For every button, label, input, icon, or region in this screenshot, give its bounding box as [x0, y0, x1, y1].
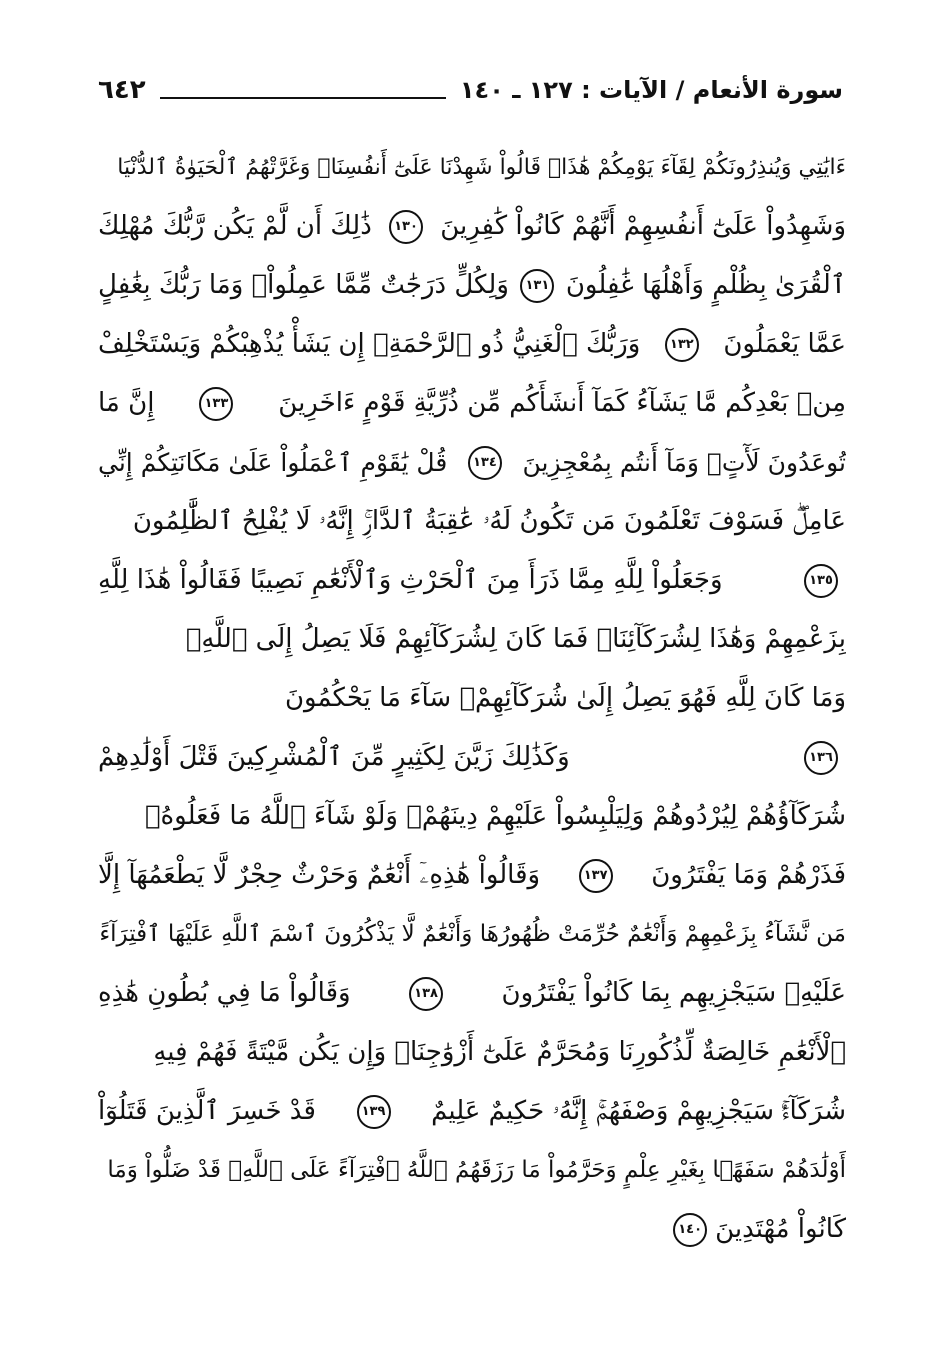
verse-text: كَانُواْ مُهْتَدِينَ: [715, 1214, 846, 1244]
verse-text: ٱلْأَنْعَٰمِ خَالِصَةٌ لِّذُكُورِنَا وَمُحَرَّمٌ عَلَىٰٓ أَزْوَٰجِنَاۖ وَإِن يَكُن مَّيْتَةً فَهُمْ فِيهِ: [153, 1037, 846, 1067]
verse-line: [98, 433, 846, 492]
verse-line: [98, 905, 846, 964]
verse-line: [98, 1141, 846, 1200]
verse-text: وَشَهِدُواْ عَلَىٰٓ أَنفُسِهِمْ أَنَّهُمْ كَانُواْ كَٰفِرِينَ: [440, 211, 846, 241]
verse-line: [98, 1082, 846, 1141]
verse-text: أَوْلَٰدَهُمْ سَفَهًۢا بِغَيْرِ عِلْمٍ وَحَرَّمُواْ مَا رَزَقَهُمُ ٱللَّهُ ٱفْتِرَآءً عَلَى ٱللَّهِۚ قَدْ ضَلُّواْ وَمَا: [107, 1157, 846, 1183]
verse-line: [98, 787, 846, 846]
verse-line: [98, 1200, 846, 1259]
verse-line: [98, 315, 846, 374]
ayah-number-marker: ١٣٨: [409, 977, 443, 1011]
verse-text: ذَٰلِكَ أَن لَّمْ يَكُن رَّبُّكَ مُهْلِكَ: [98, 211, 372, 241]
verse-line: [98, 669, 846, 728]
verse-text: تُوعَدُونَ لَأٓتٍۖ وَمَآ أَنتُم بِمُعْجِزِينَ: [522, 448, 846, 477]
verse-text: وَجَعَلُواْ لِلَّهِ مِمَّا ذَرَأَ مِنَ ٱلْحَرْثِ وَٱلْأَنْعَٰمِ نَصِيبًا فَقَالُواْ هَٰذَا لِلَّهِ: [98, 565, 723, 595]
verse-line: [98, 728, 846, 787]
verse-text: شُرَكَآؤُهُمْ لِيُرْدُوهُمْ وَلِيَلْبِسُواْ عَلَيْهِمْ دِينَهُمْۖ وَلَوْ شَآءَ ٱللَّهُ مَا فَعَلُوهُۖ: [144, 801, 846, 831]
verse-text-block: [98, 138, 846, 1259]
verse-line: [98, 492, 846, 551]
verse-text: قَدْ خَسِرَ ٱلَّذِينَ قَتَلُوٓاْ: [98, 1096, 316, 1126]
ayah-number-marker: ١٣٢: [665, 328, 699, 362]
verse-text: وَكَذَٰلِكَ زَيَّنَ لِكَثِيرٍ مِّنَ ٱلْمُشْرِكِينَ قَتْلَ أَوْلَٰدِهِمْ: [98, 742, 570, 772]
header-rule: [160, 97, 446, 99]
verse-text: عَامِلٌۖ فَسَوْفَ تَعْلَمُونَ مَن تَكُونُ لَهُۥ عَٰقِبَةُ ٱلدَّارِۚ إِنَّهُۥ لَا يُفْلِحُ ٱلظَّٰلِمُونَ: [132, 506, 846, 536]
verse-line: [98, 138, 846, 197]
verse-text: ٱلْقُرَىٰ بِظُلْمٍ وَأَهْلُهَا غَٰفِلُونَ: [565, 270, 846, 300]
verse-text: فَذَرْهُمْ وَمَا يَفْتَرُونَ: [651, 860, 846, 890]
verse-line: [98, 374, 846, 433]
ayah-number-marker: ١٣٤: [468, 446, 502, 480]
surah-title: سورة الأنعام / الآيات : ١٢٧ ـ ١٤٠: [459, 76, 843, 104]
ayah-number-marker: ١٣٠: [389, 210, 423, 244]
verse-text: عَلَيْهِۚ سَيَجْزِيهِم بِمَا كَانُواْ يَفْتَرُونَ: [501, 978, 846, 1008]
ayah-number-marker: ١٣٥: [804, 564, 838, 598]
verse-line: [98, 551, 846, 610]
verse-line: [98, 1023, 846, 1082]
verse-text: ءَايَٰتِي وَيُنذِرُونَكُمْ لِقَآءَ يَوْمِكُمْ هَٰذَاۚ قَالُواْ شَهِدْنَا عَلَىٰٓ أَنفُسِنَاۖ وَغَرَّتْهُمُ ٱلْحَيَوٰةُ ٱلدُّنْيَا: [117, 155, 846, 180]
verse-text: وَرَبُّكَ ٱلْغَنِيُّ ذُو ٱلرَّحْمَةِۚ إِن يَشَأْ يُذْهِبْكُمْ وَيَسْتَخْلِفْ: [98, 329, 641, 359]
verse-text: قُلْ يَٰقَوْمِ ٱعْمَلُواْ عَلَىٰ مَكَانَتِكُمْ إِنِّي: [98, 448, 448, 477]
verse-line: [98, 197, 846, 256]
verse-text: وَلِكُلٍّ دَرَجَٰتٌ مِّمَّا عَمِلُواْۚ وَمَا رَبُّكَ بِغَٰفِلٍ: [98, 270, 509, 300]
verse-line: [98, 256, 846, 315]
verse-line: [98, 610, 846, 669]
page-header: [98, 70, 843, 110]
ayah-number-marker: ١٣٧: [579, 859, 613, 893]
verse-text: إِنَّ مَا: [98, 388, 155, 418]
verse-text: بِزَعْمِهِمْ وَهَٰذَا لِشُرَكَآئِنَاۖ فَمَا كَانَ لِشُرَكَآئِهِمْ فَلَا يَصِلُ إِلَى ٱللَّهِۖ: [185, 624, 846, 654]
verse-text: عَمَّا يَعْمَلُونَ: [723, 329, 846, 359]
verse-line: [98, 846, 846, 905]
verse-line: [98, 964, 846, 1023]
ayah-number-marker: ١٣٣: [199, 387, 233, 421]
ayah-number-marker: ١٣٩: [357, 1095, 391, 1129]
verse-text: وَقَالُواْ مَا فِي بُطُونِ هَٰذِهِ: [98, 978, 351, 1008]
ayah-number-marker: ١٤٠: [673, 1213, 707, 1247]
ayah-number-marker: ١٣١: [520, 269, 554, 303]
verse-text: مَن نَّشَآءُ بِزَعْمِهِمْ وَأَنْعَٰمٌ حُرِّمَتْ ظُهُورُهَا وَأَنْعَٰمٌ لَّا يَذْكُرُونَ ٱسْمَ ٱللَّهِ عَلَيْهَا ٱفْتِرَآءً: [99, 921, 846, 947]
ayah-number-marker: ١٣٦: [804, 741, 838, 775]
verse-text: وَمَا كَانَ لِلَّهِ فَهُوَ يَصِلُ إِلَىٰ شُرَكَآئِهِمْۗ سَآءَ مَا يَحْكُمُونَ: [284, 683, 846, 713]
verse-text: مِنۢ بَعْدِكُم مَّا يَشَآءُ كَمَآ أَنشَأَكُم مِّن ذُرِّيَّةِ قَوْمٍ ءَاخَرِينَ: [278, 388, 846, 418]
verse-text: شُرَكَآءُۚ سَيَجْزِيهِمْ وَصْفَهُمْۚ إِنَّهُۥ حَكِيمٌ عَلِيمٌ: [431, 1096, 846, 1126]
verse-text: وَقَالُواْ هَٰذِهِۦٓ أَنْعَٰمٌ وَحَرْثٌ حِجْرٌ لَّا يَطْعَمُهَآ إِلَّا: [98, 860, 541, 890]
page-number: ٦٤٢: [98, 75, 146, 105]
